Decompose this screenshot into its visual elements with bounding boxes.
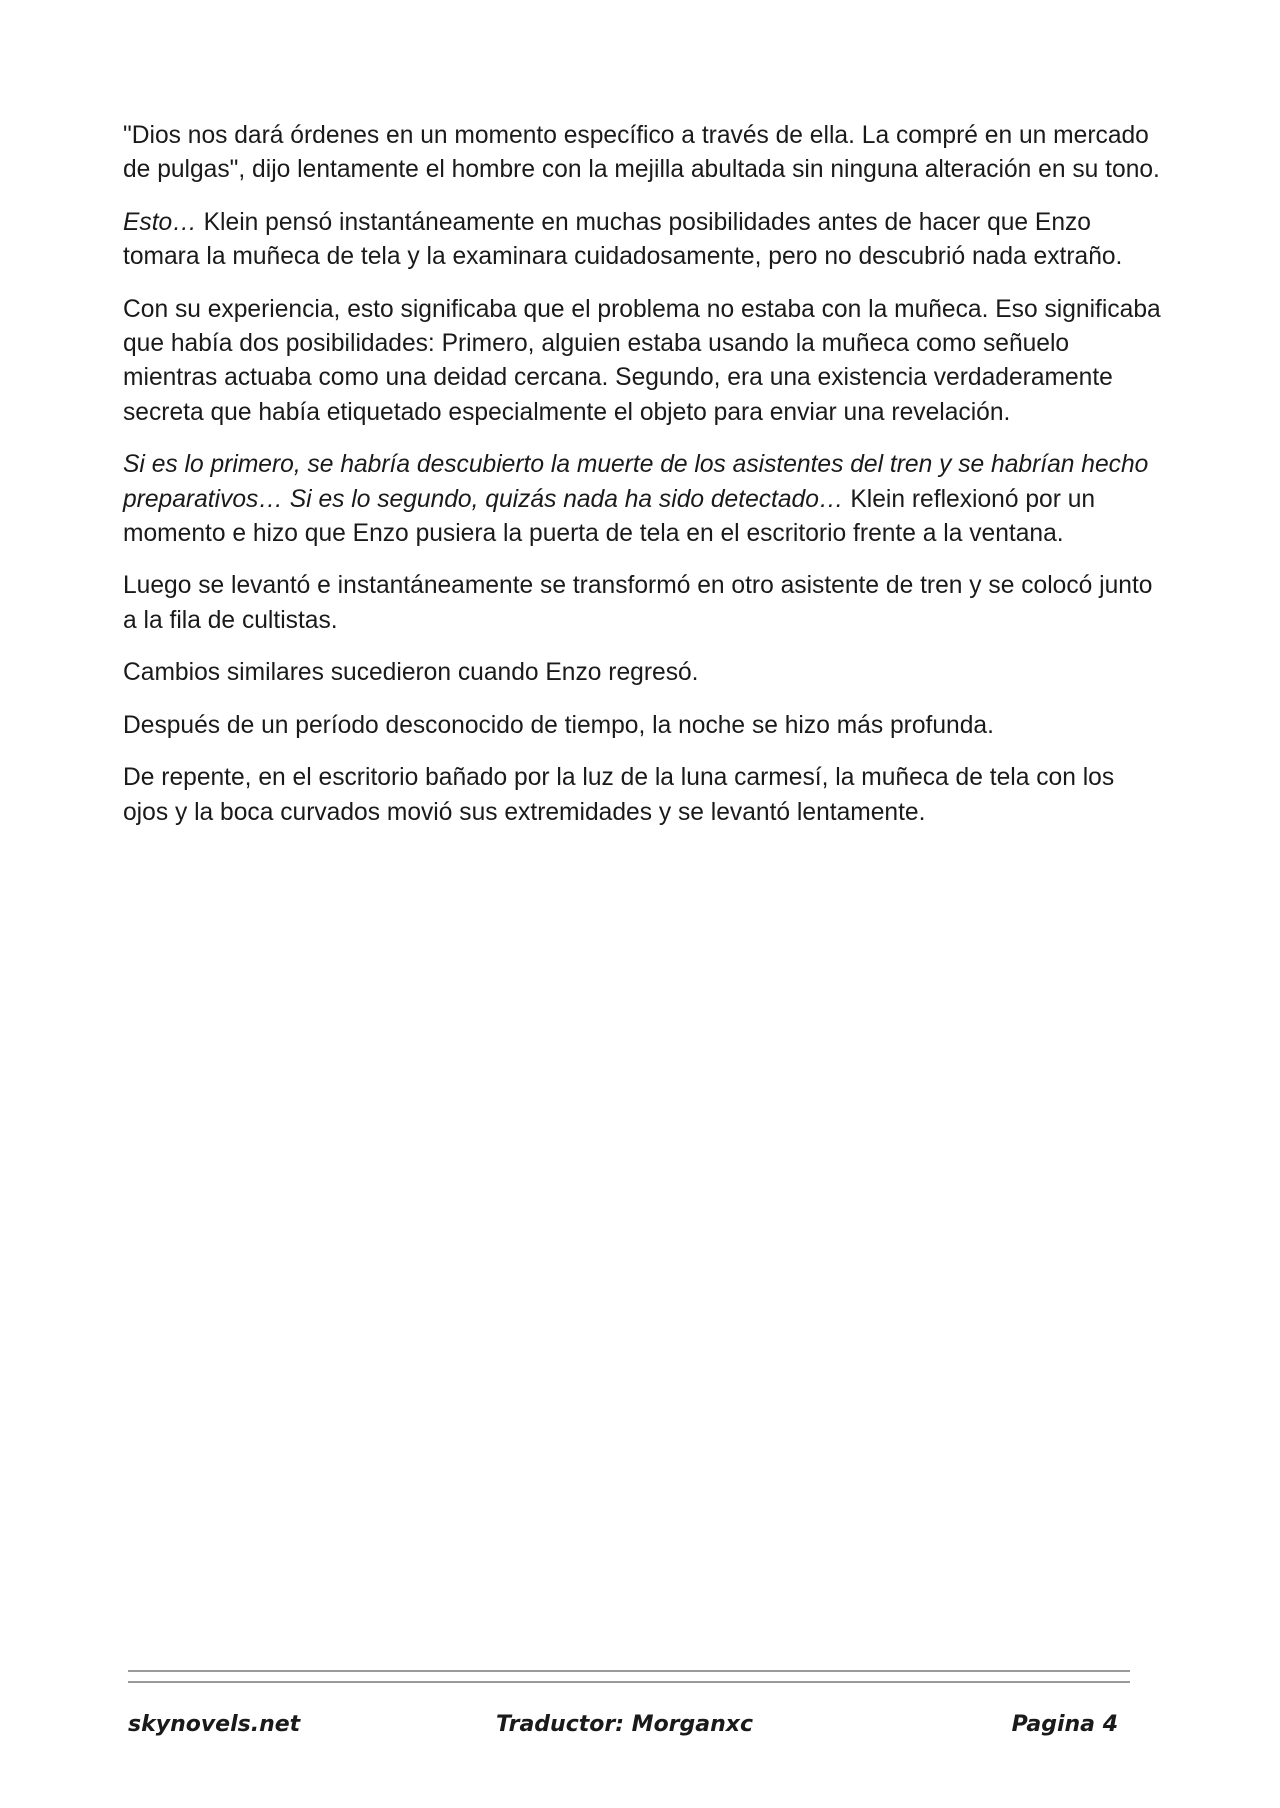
paragraph bbox=[123, 448, 1163, 551]
footer-site: skynovels.net bbox=[128, 1712, 301, 1737]
paragraph-text: Klein reflexionó por un momento e hizo que Enzo pusiera la puerta de tela en el escritorio frente a la ventana. bbox=[123, 485, 1096, 548]
paragraph-text: "Dios nos dará órdenes en un momento específico a través de ella. La compré en un mercado de pulgas", dijo lentamente el hombre con la mejilla abultada sin ninguna alteración en su tono. bbox=[123, 122, 1160, 184]
footer-page-number: Pagina 4 bbox=[1011, 1712, 1118, 1737]
paragraph-text: Klein pensó instantáneamente en muchas posibilidades antes de hacer que Enzo tomara la muñeca de tela y la examinara cuidadosamente, pero no descubrió nada extraño. bbox=[123, 208, 1123, 271]
footer-divider-top bbox=[128, 1670, 1130, 1672]
paragraph bbox=[123, 119, 1163, 188]
paragraph bbox=[123, 206, 1163, 275]
paragraph bbox=[123, 709, 1163, 743]
paragraph bbox=[123, 761, 1163, 830]
paragraph-text: Luego se levantó e instantáneamente se transformó en otro asistente de tren y se colocó junto a la fila de cultistas. bbox=[123, 572, 1153, 634]
italic-text: Esto… bbox=[123, 208, 197, 236]
footer-divider-bottom bbox=[128, 1681, 1130, 1683]
document-body bbox=[123, 119, 1163, 848]
paragraph bbox=[123, 656, 1163, 690]
paragraph-text: De repente, en el escritorio bañado por la luz de la luna carmesí, la muñeca de tela con los ojos y la boca curvados movió sus extremidades y se levantó lentamente. bbox=[123, 764, 1115, 826]
italic-text: Si es lo primero, se habría descubierto la muerte de los asistentes del tren y se habrían hecho preparativos… Si es lo segundo, quizás nada ha sido detectado… bbox=[123, 451, 1149, 513]
page-footer bbox=[128, 1712, 1130, 1748]
paragraph-text: Después de un período desconocido de tiempo, la noche se hizo más profunda. bbox=[123, 711, 994, 739]
footer-translator: Traductor: Morganxc bbox=[496, 1712, 754, 1737]
paragraph-text: Cambios similares sucedieron cuando Enzo regresó. bbox=[123, 659, 699, 687]
paragraph bbox=[123, 569, 1163, 638]
paragraph-text: Con su experiencia, esto significaba que el problema no estaba con la muñeca. Eso significaba que había dos posibilidades: Primero, alguien estaba usando la muñeca como señuelo mientras actuaba como una deidad cercana. Segundo, era una existencia verdaderamente secreta que había etiquetado especialmente el objeto para enviar una revelación. bbox=[123, 295, 1161, 426]
paragraph bbox=[123, 293, 1163, 431]
